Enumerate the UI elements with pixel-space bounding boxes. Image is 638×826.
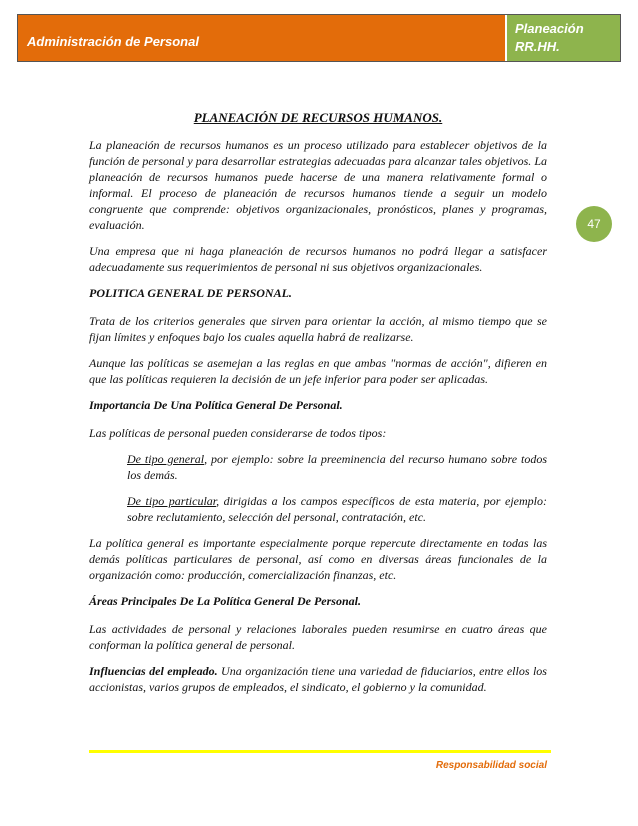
paragraph-consequence: Una empresa que ni haga planeación de recursos humanos no podrá llegar a satisfacer adecuadamente sus requerimientos de personal ni sus objetivos organizacionales. xyxy=(89,244,547,274)
heading-importancia: Importancia De Una Política General De Personal. xyxy=(89,398,343,412)
paragraph-actividades: Las actividades de personal y relaciones laborales pueden resumirse en cuatro áreas que conforman la política general de personal. xyxy=(89,622,547,652)
header-section-title xyxy=(507,15,620,61)
term-tipo-general: De tipo general xyxy=(127,452,205,466)
item-particular-text: , dirigidas a los campos específicos de esta materia, por ejemplo: sobre reclutamiento, selección del personal, contratación, etc. xyxy=(127,494,548,524)
list-item-particular xyxy=(127,493,547,525)
footer-label: Responsabilidad social xyxy=(435,760,547,771)
paragraph-criterios: Trata de los criterios generales que sirven para orientar la acción, al mismo tiempo que se fijan límites y enfoques bajo los cuales aquella habrá de realizarse. xyxy=(89,314,547,344)
header-section-line1: Planeación xyxy=(515,21,584,36)
list-item-general xyxy=(127,451,547,483)
header-course-title: Administración de Personal xyxy=(18,15,505,61)
heading-politica-general: POLITICA GENERAL DE PERSONAL. xyxy=(89,286,292,300)
paragraph-tipos: Las políticas de personal pueden considerarse de todos tipos: xyxy=(89,426,387,440)
page-number-badge: 47 xyxy=(576,206,612,242)
term-tipo-particular: De tipo particular xyxy=(127,494,217,508)
influencias-text: Una organización tiene una variedad de fiduciarios, entre ellos los accionistas, varios grupos de empleados, el sindicato, el gobierno y la comunidad. xyxy=(89,664,547,694)
paragraph-intro: La planeación de recursos humanos es un proceso utilizado para establecer objetivos de la función de personal y para desarrollar estrategias adecuadas para alcanzar tales objetivos. La planeación de recursos humanos puede hacerse de una manera relativamente formal o informal. El proceso de planeación de recursos humanos tiende a seguir un modelo congruente que comprende: objetivos organizacionales, pronósticos, planes y programas, evaluación. xyxy=(89,138,547,232)
header-section-line2: RR.HH. xyxy=(515,39,560,54)
footer-divider xyxy=(89,750,551,753)
document-body xyxy=(89,110,547,705)
paragraph-influencias xyxy=(89,663,547,695)
lead-influencias: Influencias del empleado. xyxy=(89,664,218,678)
paragraph-reglas: Aunque las políticas se asemejan a las reglas en que ambas "normas de acción", difieren en que las políticas requieren la decisión de un jefe inferior para poder ser aplicadas. xyxy=(89,356,547,386)
item-general-text: , por ejemplo: sobre la preeminencia del recurso humano sobre todos los demás. xyxy=(127,452,547,482)
heading-areas: Áreas Principales De La Política General De Personal. xyxy=(89,594,361,608)
document-title: PLANEACIÓN DE RECURSOS HUMANOS. xyxy=(193,110,443,125)
page-header xyxy=(17,14,621,62)
paragraph-importancia: La política general es importante especialmente porque repercute directamente en todas las demás políticas particulares de personal, así como en diversas áreas funcionales de la organización como: producción, comercialización finanzas, etc. xyxy=(89,536,547,582)
